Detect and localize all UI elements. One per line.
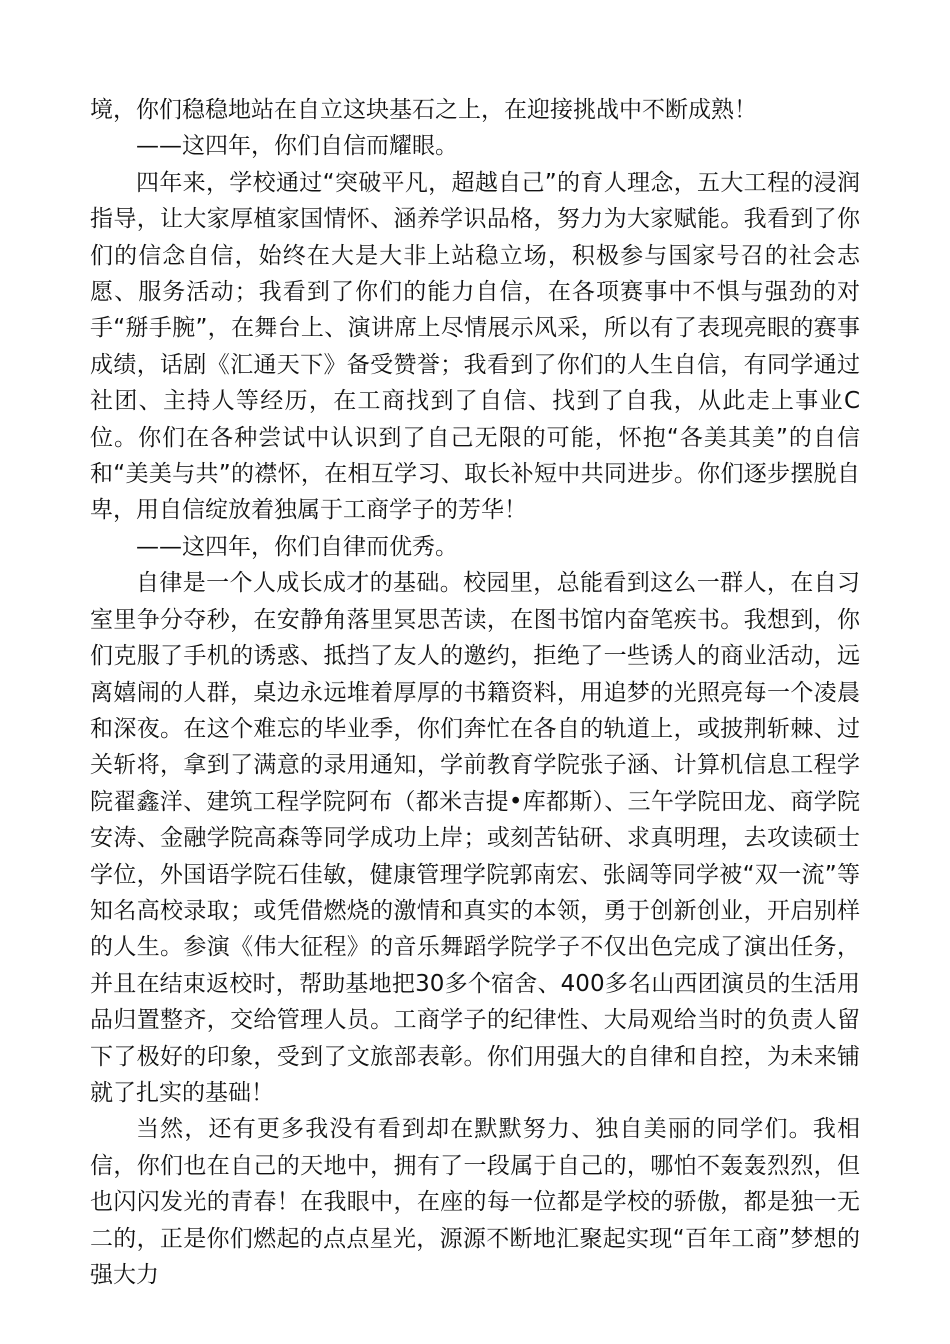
paragraph-discipline: 自律是一个人成长成才的基础。校园里，总能看到这么一群人，在自习室里争分夺秒，在安静角落里冥思苦读，在图书馆内奋笔疾书。我想到，你们克服了手机的诱惑、抵挡了友人的邀约，拒绝了一些诱人的商业活动，远离嬉闹的人群，桌边永远堆着厚厚的书籍资料，用追梦的光照亮每一个凌晨和深夜。在这个难忘的毕业季，你们奔忙在各自的轨道上，或披荆斩棘、过关斩将，拿到了满意的录用通知，学前教育学院张子涵、计算机信息工程学院翟鑫洋、建筑工程学院阿布（都米吉提•库都斯）、三午学院田龙、商学院安涛、金融学院高森等同学成功上岸；或刻苦钻研、求真明理，去攻读硕士学位，外国语学院石佳敏，健康管理学院郭南宏、张阔等同学被“双一流”等知名高校录取；或凭借燃烧的激情和真实的本领，勇于创新创业，开启别样的人生。参演《伟大征程》的音乐舞蹈学院学子不仅出色完成了演出任务，并且在结束返校时，帮助基地把30多个宿舍、400多名山西团演员的生活用品归置整齐，交给管理人员。工商学子的纪律性、大局观给当时的负责人留下了极好的印象，受到了文旅部表彰。你们用强大的自律和自控，为未来铺就了扎实的基础！ (90, 570, 860, 1106)
paragraph-continued: 境，你们稳稳地站在自立这块基石之上，在迎接挑战中不断成熟！ (90, 97, 757, 123)
document-body (90, 92, 860, 1293)
section-heading-confident: ——这四年，你们自信而耀眼。 (136, 133, 458, 160)
paragraph-closing: 当然，还有更多我没有看到却在默默努力、独自美丽的同学们。我相信，你们也在自己的天地中，拥有了一段属于自己的，哪怕不轰轰烈烈，但也闪闪发光的青春！在我眼中，在座的每一位都是学校的骄傲，都是独一无二的，正是你们燃起的点点星光，源源不断地汇聚起实现“百年工商”梦想的强大力 (90, 1116, 860, 1288)
paragraph-confidence: 四年来，学校通过“突破平凡，超越自己”的育人理念，五大工程的浸润指导，让大家厚植家国情怀、涵养学识品格，努力为大家赋能。我看到了你们的信念自信，始终在大是大非上站稳立场，积极参与国家号召的社会志愿、服务活动；我看到了你们的能力自信，在各项赛事中不惧与强劲的对手“掰手腕”，在舞台上、演讲席上尽情展示风采，所以有了表现亮眼的赛事成绩，话剧《汇通天下》备受赞誉；我看到了你们的人生自信，有同学通过社团、主持人等经历，在工商找到了自信、找到了自我，从此走上事业C位。你们在各种尝试中认识到了自己无限的可能，怀抱“各美其美”的自信和“美美与共”的襟怀，在相互学习、取长补短中共同进步。你们逐步摆脱自卑，用自信绽放着独属于工商学子的芳华！ (90, 169, 860, 524)
section-heading-disciplined: ——这四年，你们自律而优秀。 (136, 533, 458, 560)
